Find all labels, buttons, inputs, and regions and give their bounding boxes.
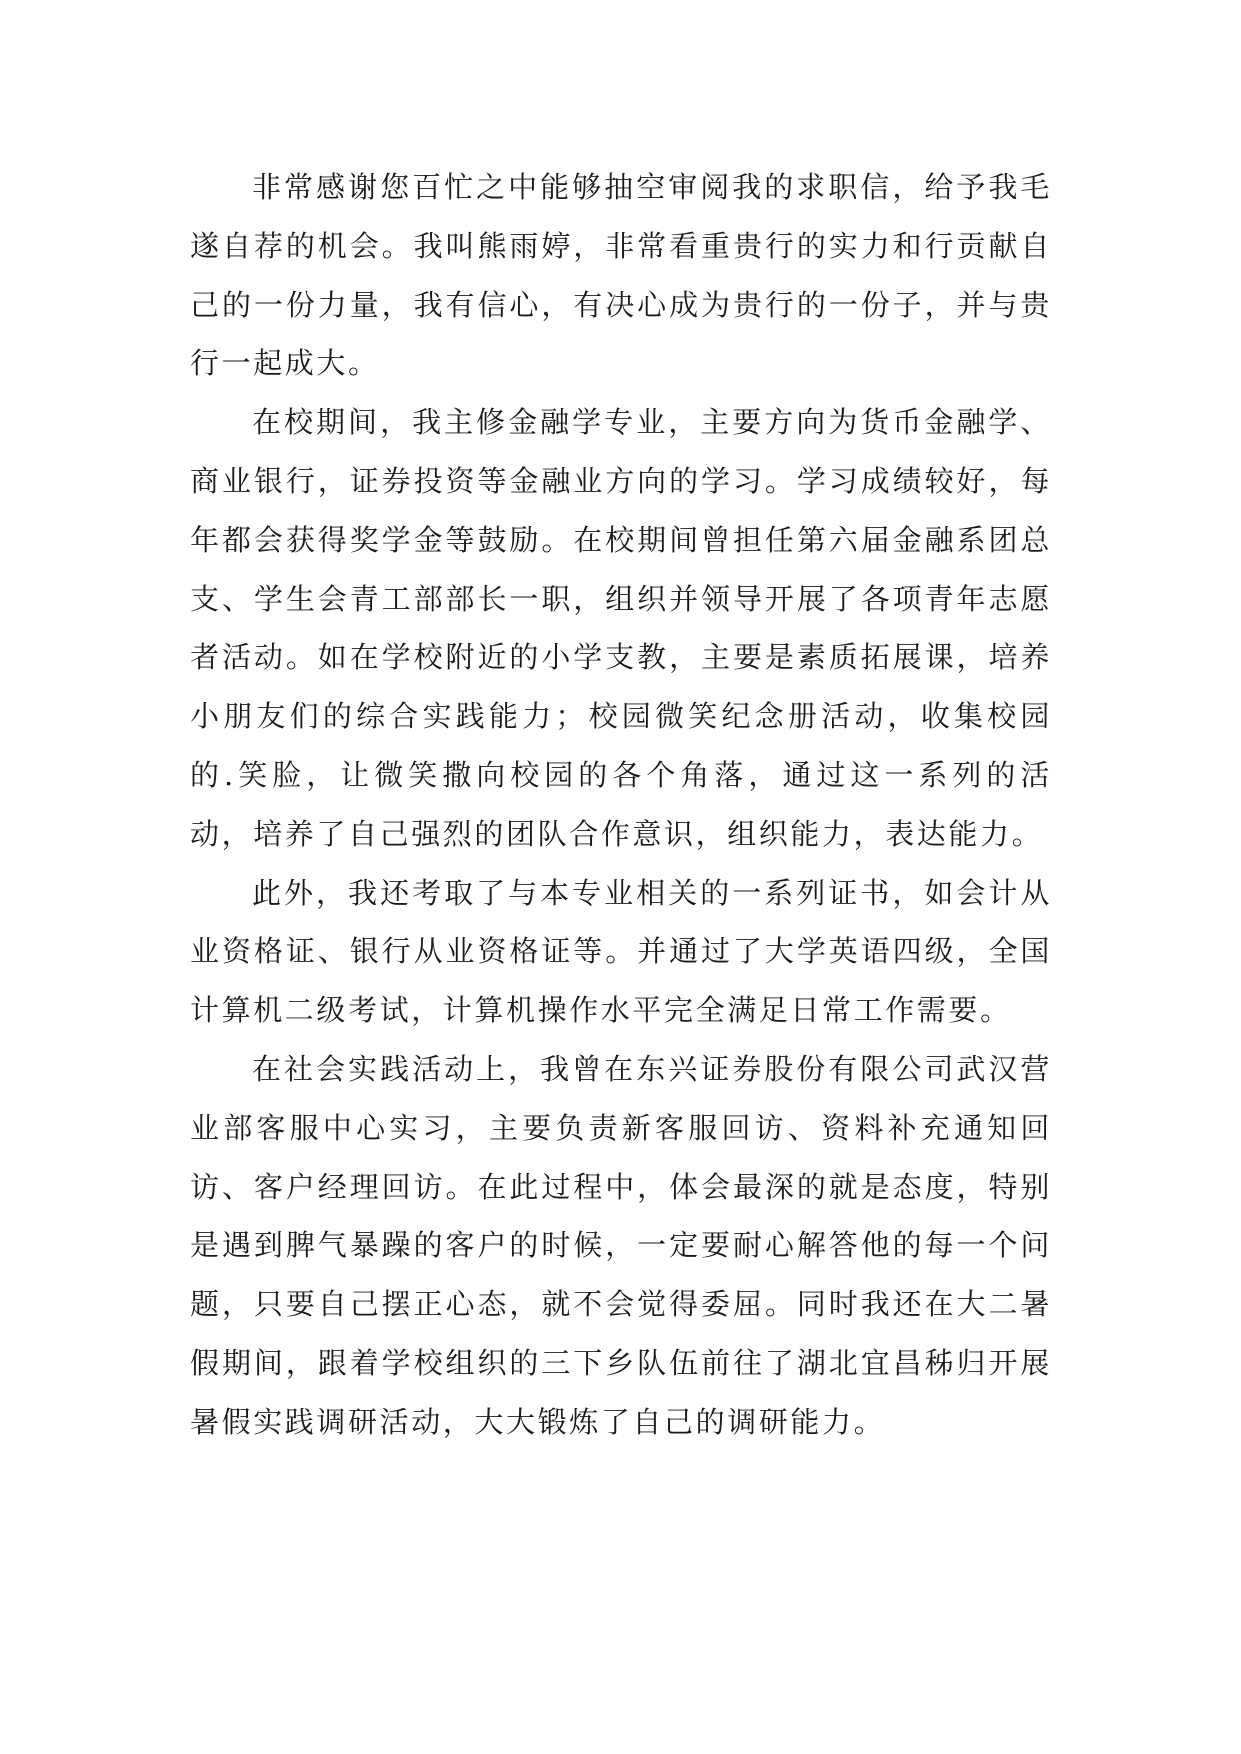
paragraph-gratitude: 非常感谢您百忙之中能够抽空审阅我的求职信，给予我毛遂自荐的机会。我叫熊雨婷，非常看重贵行的实力和行贡献自己的一份力量，我有信心，有决心成为贵行的一份子，并与贵行一起成大。 — [190, 170, 1052, 381]
paragraph-practice: 在社会实践活动上，我曾在东兴证券股份有限公司武汉营业部客服中心实习，主要负责新客服回访、资料补充通知回访、客户经理回访。在此过程中，体会最深的就是态度，特别是遇到脾气暴躁的客户的时候，一定要耐心解答他的每一个问题，只要自己摆正心态，就不会觉得委屈。同时我还在大二暑假期间，跟着学校组织的三下乡队伍前往了湖北宜昌秭归开展暑假实践调研活动，大大锻炼了自己的调研能力。 — [190, 1051, 1052, 1439]
letter-body — [190, 158, 1052, 1452]
paragraph-education: 在校期间，我主修金融学专业，主要方向为货币金融学、商业银行，证券投资等金融业方向的学习。学习成绩较好，每年都会获得奖学金等鼓励。在校期间曾担任第六届金融系团总支、学生会青工部部长一职，组织并领导开展了各项青年志愿者活动。如在学校附近的小学支教，主要是素质拓展课，培养小朋友们的综合实践能力；校园微笑纪念册活动，收集校园的.笑脸，让微笑撒向校园的各个角落，通过这一系列的活动，培养了自己强烈的团队合作意识，组织能力，表达能力。 — [190, 405, 1052, 851]
paragraph-certificates: 此外，我还考取了与本专业相关的一系列证书，如会计从业资格证、银行从业资格证等。并通过了大学英语四级，全国计算机二级考试，计算机操作水平完全满足日常工作需要。 — [190, 875, 1052, 1028]
